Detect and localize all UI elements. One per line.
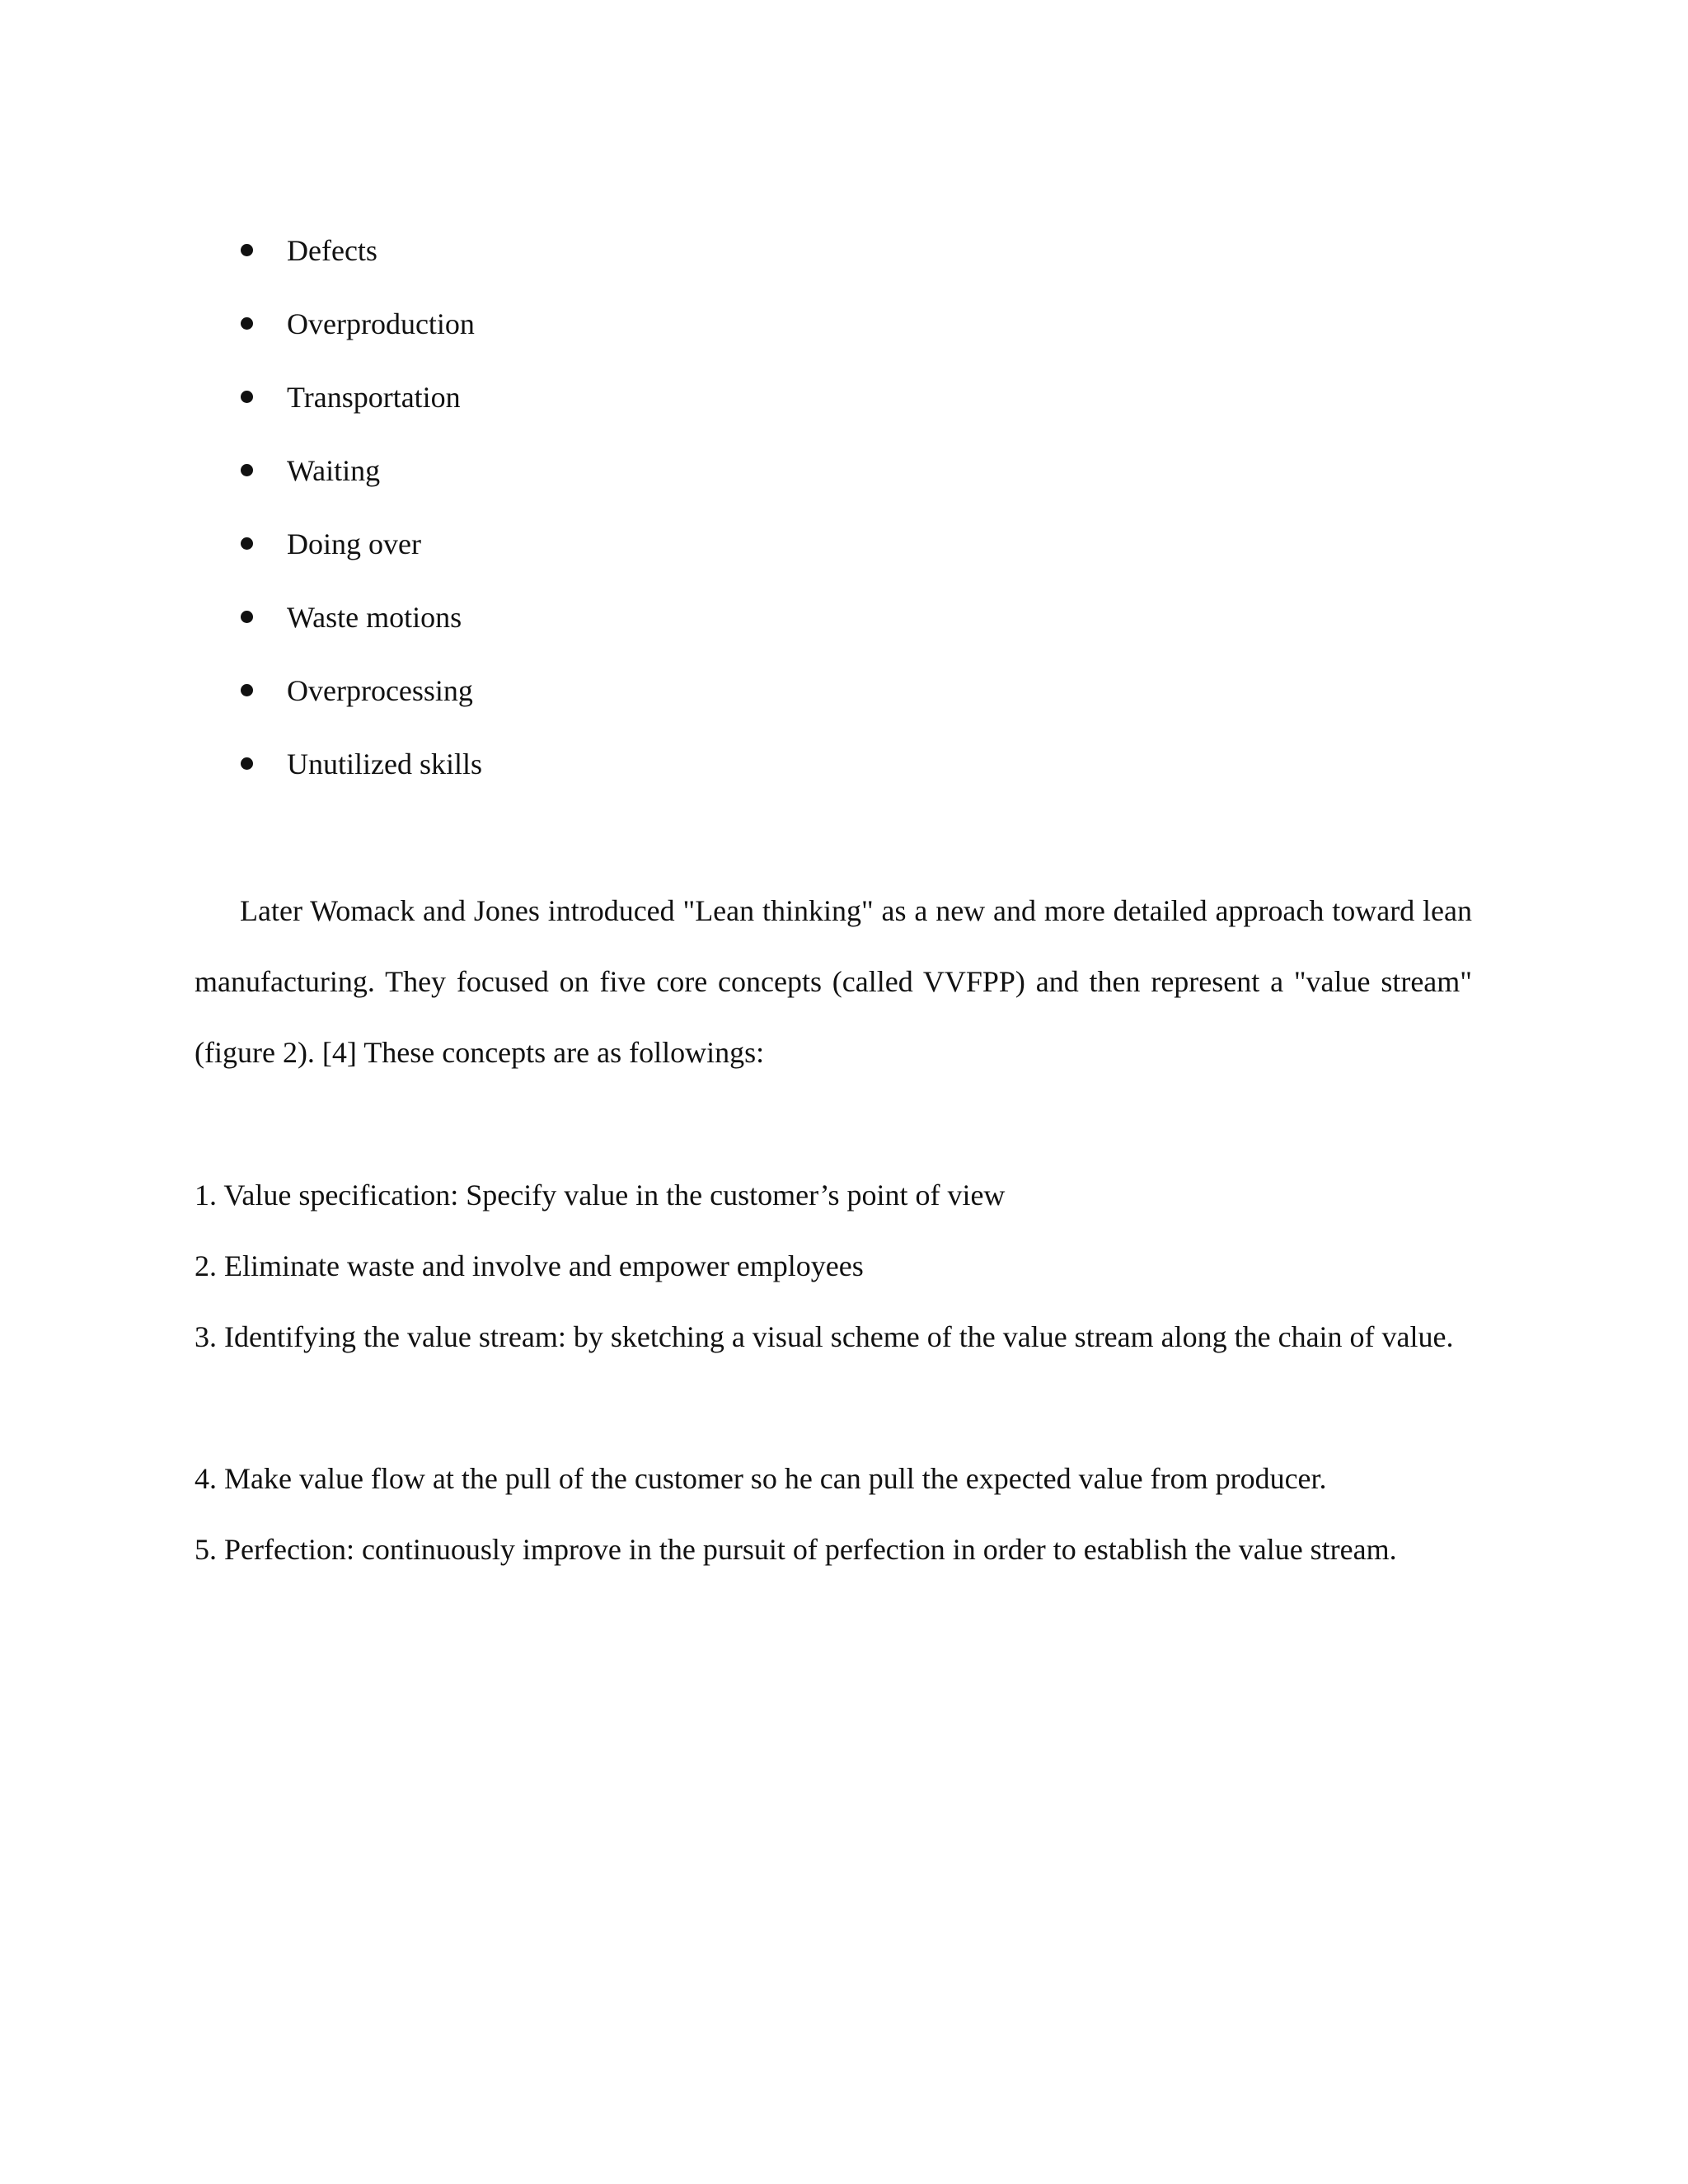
list-item xyxy=(0,739,824,789)
list-item xyxy=(0,666,824,715)
bullet-icon xyxy=(241,244,253,256)
concept-item: 3. Identifying the value stream: by sketching a visual scheme of the value stream along the chain of value. xyxy=(195,1320,1454,1353)
list-item xyxy=(0,299,824,349)
list-item-label: Waiting xyxy=(287,454,381,487)
list-item-label: Unutilized skills xyxy=(287,748,482,780)
concept-item: 2. Eliminate waste and involve and empower employees xyxy=(195,1249,864,1282)
list-item-label: Overprocessing xyxy=(287,674,473,707)
list-item xyxy=(0,446,824,495)
bullet-icon xyxy=(241,757,253,770)
list-item xyxy=(0,373,824,422)
list-item xyxy=(0,519,824,569)
list-item-label: Waste motions xyxy=(287,601,462,634)
concept-item: 4. Make value flow at the pull of the customer so he can pull the expected value from producer. xyxy=(195,1462,1327,1495)
bullet-icon xyxy=(241,537,253,550)
list-item-label: Doing over xyxy=(287,527,421,560)
concept-item: 1. Value specification: Specify value in the customer’s point of view xyxy=(195,1179,1006,1212)
body-paragraph: Later Womack and Jones introduced "Lean thinking" as a new and more detailed approach toward lean manufacturing. They focused on five core concepts (called VVFPP) and then represent a "value stream" (figure 2). [4] These concepts are as followings: xyxy=(195,894,1472,1069)
list-item xyxy=(0,593,824,642)
list-item-label: Defects xyxy=(287,234,377,267)
list-item-label: Overproduction xyxy=(287,307,475,340)
bullet-icon xyxy=(241,684,253,696)
bullet-icon xyxy=(241,464,253,476)
bullet-icon xyxy=(241,317,253,330)
bullet-icon xyxy=(241,391,253,403)
concept-item: 5. Perfection: continuously improve in the pursuit of perfection in order to establish the value stream. xyxy=(195,1533,1397,1566)
list-item xyxy=(0,226,824,275)
list-item-label: Transportation xyxy=(287,381,461,414)
bullet-icon xyxy=(241,611,253,623)
